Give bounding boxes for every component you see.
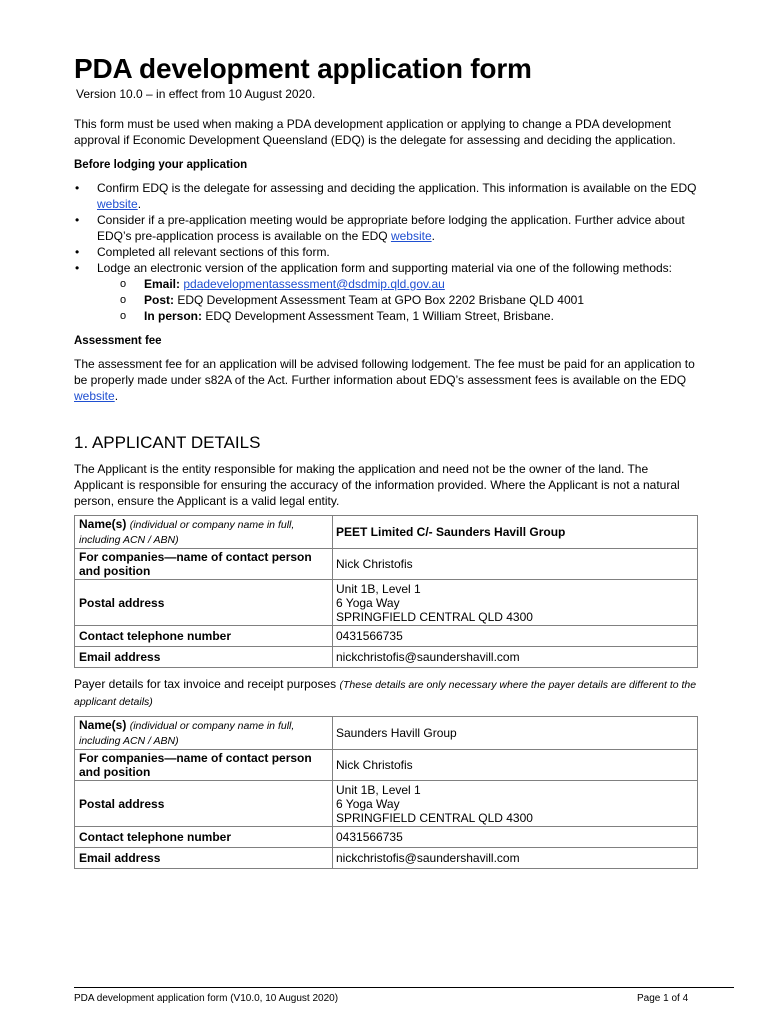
postal-line: 6 Yoga Way [336, 796, 400, 811]
table-label: For companies—name of contact person and position [75, 750, 333, 781]
payer-phone-field[interactable]: 0431566735 [333, 827, 698, 848]
payer-email-field[interactable]: nickchristofis@saundershavill.com [333, 848, 698, 869]
method-label: Post: [144, 293, 174, 307]
before-lodging-list [74, 180, 698, 276]
postal-line: SPRINGFIELD CENTRAL QLD 4300 [336, 810, 533, 825]
postal-line: 6 Yoga Way [336, 595, 400, 610]
table-label: Email address [75, 647, 333, 668]
payer-intro-text: Payer details for tax invoice and receipt purposes [74, 677, 337, 691]
method-value: EDQ Development Assessment Team, 1 William Street, Brisbane. [205, 309, 554, 323]
applicant-paragraph: The Applicant is the entity responsible for making the application and need not be the owner of the land. The Applicant is responsible for ensuring the accuracy of the information provided. Where the Applicant is not a natural person, ensure the Applicant is a valid legal entity. [74, 462, 680, 508]
page-number: Page 1 of 4 [637, 993, 689, 1004]
website-link[interactable]: website [390, 229, 432, 243]
method-label: In person: [144, 309, 203, 323]
payer-intro [74, 676, 698, 710]
table-row [75, 580, 698, 626]
section-heading-applicant: 1. APPLICANT DETAILS [74, 433, 261, 452]
payer-note: (These details are only necessary where the payer details are different to the applicant details) [74, 679, 697, 708]
table-label: Contact telephone number [75, 827, 333, 848]
page-title: PDA development application form [74, 53, 532, 84]
applicant-contact-field[interactable]: Nick Christofis [333, 549, 698, 580]
label-text: Name(s) [79, 517, 127, 531]
table-label [75, 516, 333, 549]
list-item [120, 292, 698, 308]
method-value: EDQ Development Assessment Team at GPO Box 2202 Brisbane QLD 4001 [177, 293, 584, 307]
bullet-text: Completed all relevant sections of this form. [97, 245, 330, 259]
payer-contact-field[interactable]: Nick Christofis [333, 750, 698, 781]
applicant-phone-field[interactable]: 0431566735 [333, 626, 698, 647]
list-item [120, 308, 698, 324]
table-label: For companies—name of contact person and position [75, 549, 333, 580]
label-hint: (individual or company name in full, including ACN / ABN) [79, 720, 295, 747]
period-text: . [431, 229, 435, 243]
table-row [75, 781, 698, 827]
postal-line: Unit 1B, Level 1 [336, 782, 421, 797]
bullet-icon: • [75, 261, 80, 275]
table-row [75, 750, 698, 781]
table-row [75, 626, 698, 647]
email-link[interactable]: pdadevelopmentassessment@dsdmip.qld.gov.au [183, 277, 445, 291]
applicant-table [74, 515, 698, 668]
table-row [75, 848, 698, 869]
payer-name-field[interactable]: Saunders Havill Group [333, 717, 698, 750]
period-text: . [114, 389, 119, 403]
list-item [74, 212, 698, 244]
table-label [75, 717, 333, 750]
label-text: Name(s) [79, 718, 127, 732]
version-line: Version 10.0 – in effect from 10 August 2020. [76, 87, 316, 101]
payer-postal-field[interactable] [333, 781, 698, 827]
table-row [75, 827, 698, 848]
table-label: Contact telephone number [75, 626, 333, 647]
bullet-text: Consider if a pre-application meeting would be appropriate before lodging the application. Further advice about EDQ’s pre-application process is available on the EDQ [97, 213, 685, 243]
method-label: Email: [144, 277, 181, 291]
website-link[interactable]: website [74, 389, 115, 403]
intro-paragraph: This form must be used when making a PDA development application or applying to change a PDA development approval if Economic Development Queensland (EDQ) is the delegate for assessing and deciding the application. [74, 117, 676, 147]
applicant-name-field[interactable]: PEET Limited C/- Saunders Havill Group [333, 516, 698, 549]
table-label: Postal address [75, 580, 333, 626]
table-label: Postal address [75, 781, 333, 827]
lodgement-methods-list [74, 276, 698, 324]
label-hint: (individual or company name in full, including ACN / ABN) [79, 519, 295, 546]
postal-line: SPRINGFIELD CENTRAL QLD 4300 [336, 609, 533, 624]
list-item [74, 180, 698, 212]
website-link[interactable]: website [97, 197, 138, 211]
list-item [120, 276, 698, 292]
bullet-text: Confirm EDQ is the delegate for assessing and deciding the application. This information is available on the EDQ [97, 181, 697, 195]
fee-text: The assessment fee for an application will be advised following lodgement. The fee must be paid for an application to be properly made under s82A of the Act. Further information about EDQ’s assessment fees is available on the EDQ [74, 357, 695, 387]
bullet-icon: • [75, 245, 80, 259]
table-row [75, 549, 698, 580]
footer-title: PDA development application form (V10.0, 10 August 2020) [74, 993, 339, 1004]
list-item [74, 244, 698, 260]
bullet-text: Lodge an electronic version of the application form and supporting material via one of the following methods: [97, 261, 673, 275]
footer-divider [74, 987, 734, 988]
circle-bullet-icon: o [120, 294, 127, 306]
assessment-fee-paragraph [74, 356, 698, 404]
form-page [74, 52, 698, 869]
circle-bullet-icon: o [120, 310, 127, 322]
postal-line: Unit 1B, Level 1 [336, 581, 421, 596]
circle-bullet-icon: o [120, 278, 127, 290]
assessment-fee-heading: Assessment fee [74, 335, 162, 347]
applicant-postal-field[interactable] [333, 580, 698, 626]
list-item [74, 260, 698, 276]
table-row [75, 516, 698, 549]
period-text: . [137, 197, 142, 211]
table-row [75, 717, 698, 750]
table-row [75, 647, 698, 668]
table-label: Email address [75, 848, 333, 869]
applicant-email-field[interactable]: nickchristofis@saundershavill.com [333, 647, 698, 668]
before-lodging-heading: Before lodging your application [74, 159, 248, 171]
bullet-icon: • [75, 181, 80, 195]
payer-table [74, 716, 698, 869]
bullet-icon: • [75, 213, 80, 227]
